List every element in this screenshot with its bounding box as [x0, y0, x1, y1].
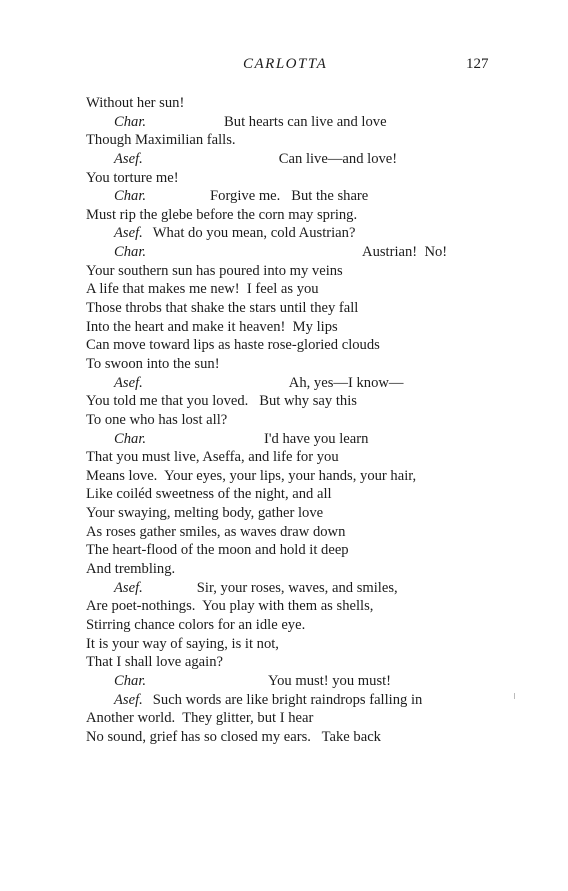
verse-line	[86, 318, 506, 337]
line-text: What do you mean, cold Austrian?	[152, 225, 356, 242]
line-text: Another world. They glitter, but I hear	[86, 710, 314, 727]
verse-line	[86, 560, 506, 579]
line-text: You told me that you loved. But why say this	[86, 393, 357, 410]
line-text: No sound, grief has so closed my ears. Take back	[86, 728, 381, 745]
line-text: Means love. Your eyes, your lips, your hands, your hair,	[86, 467, 417, 484]
speech-line	[86, 187, 506, 206]
speech-line	[86, 243, 506, 262]
line-text: To swoon into the sun!	[86, 355, 220, 372]
speaker-label: Asef.	[114, 579, 143, 596]
verse-line	[86, 504, 506, 523]
verse-line	[86, 411, 506, 430]
verse-line	[86, 709, 506, 728]
running-title: CARLOTTA	[243, 56, 328, 72]
speech-line	[86, 150, 506, 169]
line-text: Your southern sun has poured into my veins	[86, 262, 343, 279]
speech-line	[86, 672, 506, 691]
speech-line	[86, 374, 506, 393]
verse-line	[86, 467, 506, 486]
speaker-label: Asef.	[114, 150, 143, 167]
verse-line	[86, 299, 506, 318]
line-text: Can live—and love!	[278, 150, 398, 167]
line-text: It is your way of saying, is it not,	[86, 635, 279, 652]
speech-line	[86, 691, 506, 710]
line-text: Like coiléd sweetness of the night, and all	[86, 486, 332, 503]
verse-line	[86, 94, 506, 113]
speaker-label: Char.	[114, 188, 147, 205]
verse-line	[86, 597, 506, 616]
speaker-label: Char.	[114, 672, 147, 689]
verse-line	[86, 206, 506, 225]
verse-line	[86, 336, 506, 355]
line-text: That I shall love again?	[86, 654, 223, 671]
verse-line	[86, 485, 506, 504]
verse-line	[86, 355, 506, 374]
verse-line	[86, 262, 506, 281]
verse-body	[86, 94, 506, 746]
page-header	[0, 56, 568, 76]
line-text: Are poet-nothings. You play with them as shells,	[86, 598, 374, 615]
line-text: A life that makes me new! I feel as you	[86, 281, 319, 298]
line-text: I'd have you learn	[264, 430, 369, 447]
line-text: You must! you must!	[268, 672, 392, 689]
speaker-label: Char.	[114, 113, 147, 130]
line-text: Such words are like bright raindrops falling in	[152, 691, 423, 708]
verse-line	[86, 169, 506, 188]
line-text: You torture me!	[86, 169, 179, 186]
verse-line	[86, 728, 506, 747]
line-text: The heart-flood of the moon and hold it deep	[86, 542, 349, 559]
speaker-label: Char.	[114, 244, 147, 261]
line-text: To one who has lost all?	[86, 411, 228, 428]
line-text: Your swaying, melting body, gather love	[86, 505, 324, 522]
line-text: And trembling.	[86, 561, 176, 578]
verse-line	[86, 131, 506, 150]
speaker-label: Char.	[114, 430, 147, 447]
line-text: That you must live, Aseffa, and life for you	[86, 449, 339, 466]
speaker-label: Asef.	[114, 691, 143, 708]
line-text: Sir, your roses, waves, and smiles,	[196, 579, 398, 596]
margin-mark	[514, 693, 515, 699]
speech-line	[86, 579, 506, 598]
line-text: As roses gather smiles, as waves draw down	[86, 523, 346, 540]
verse-line	[86, 541, 506, 560]
verse-line	[86, 523, 506, 542]
line-text: Those throbs that shake the stars until they fall	[86, 300, 359, 317]
line-text: Stirring chance colors for an idle eye.	[86, 616, 306, 633]
verse-line	[86, 392, 506, 411]
line-text: Must rip the glebe before the corn may spring.	[86, 206, 358, 223]
verse-line	[86, 280, 506, 299]
verse-line	[86, 616, 506, 635]
line-text: Without her sun!	[86, 95, 185, 111]
page-number: 127	[466, 56, 489, 72]
line-text: Forgive me. But the share	[210, 188, 369, 205]
line-text: Though Maximilian falls.	[86, 132, 236, 149]
speech-line	[86, 224, 506, 243]
speech-line	[86, 113, 506, 132]
line-text: But hearts can live and love	[224, 113, 387, 130]
speaker-label: Asef.	[114, 225, 143, 242]
verse-line	[86, 635, 506, 654]
verse-line	[86, 653, 506, 672]
line-text: Can move toward lips as haste rose-gloried clouds	[86, 337, 380, 354]
line-text: Ah, yes—I know—	[288, 374, 404, 391]
verse-line	[86, 448, 506, 467]
speaker-label: Asef.	[114, 374, 143, 391]
line-text: Into the heart and make it heaven! My lips	[86, 318, 338, 335]
speech-line	[86, 430, 506, 449]
line-text: Austrian! No!	[362, 244, 448, 261]
